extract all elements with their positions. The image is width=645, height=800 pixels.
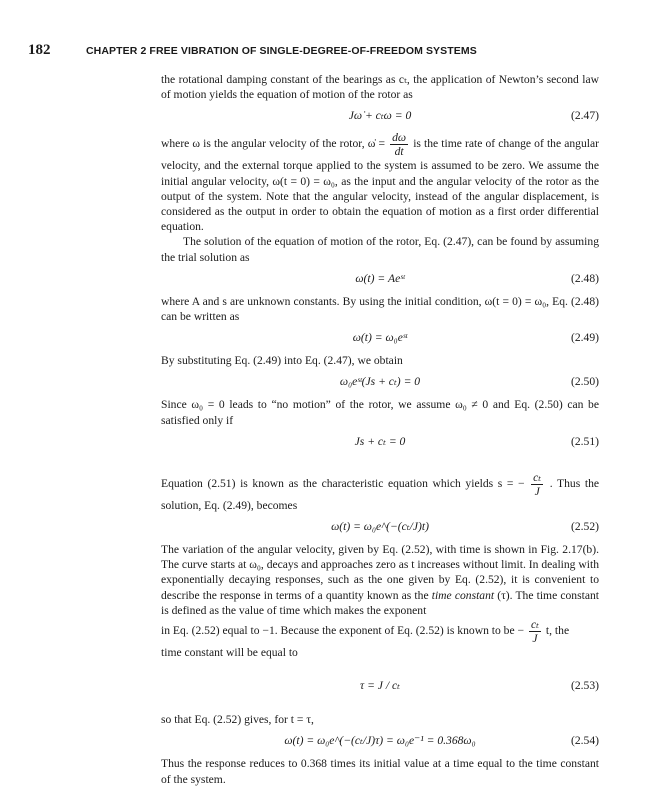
equation-2-51 <box>161 432 599 453</box>
equation-formula: ω₀eˢᵗ(Js + cₜ) = 0 <box>339 375 421 389</box>
paragraph: so that Eq. (2.52) gives, for t = τ, <box>161 713 314 727</box>
running-head: CHAPTER 2 FREE VIBRATION OF SINGLE-DEGREE-OF-FREEDOM SYSTEMS <box>86 45 477 57</box>
text-run: in Eq. (2.52) equal to −1. Because the exponent of Eq. (2.52) is known to be − <box>161 624 525 638</box>
equation-2-54 <box>161 731 599 752</box>
equation-formula: τ = J / cₜ <box>360 679 400 693</box>
fraction-ct-over-j <box>531 471 543 498</box>
equation-number: (2.51) <box>570 434 599 448</box>
page-header <box>28 42 625 58</box>
paragraph: Since ω₀ = 0 leads to “no motion” of the rotor, we assume ω₀ ≠ 0 and Eq. (2.50) can be satisfied only if <box>161 398 599 427</box>
equation-2-49 <box>161 328 599 349</box>
equation-number: (2.49) <box>570 331 599 345</box>
equation-formula: Js + cₜ = 0 <box>354 434 406 448</box>
fraction-numerator: dω <box>392 131 407 145</box>
paragraph: the rotational damping constant of the bearings as cₜ, the application of Newton’s second law of motion yields the equation of motion of the rotor as <box>161 73 599 102</box>
paragraph: By substituting Eq. (2.49) into Eq. (2.47), we obtain <box>161 354 403 368</box>
paragraph: where A and s are unknown constants. By using the initial condition, ω(t = 0) = ω₀, Eq. (2.48) can be written as <box>161 294 599 324</box>
text-run: is the time rate of change of the angular velocity, and the external torque applied to the system is assumed to be zero. We assume the initial angular velocity, ω(t = 0) = ω₀, as the input and the angular velocity of the rotor as the output of the system. Note that the angular velocity, instead of the angular displacement, is considered as the output in order to obtain the equation of motion as a first order differential equation. <box>161 137 599 234</box>
fraction-denominator: J <box>534 484 540 498</box>
paragraph: time constant will be equal to <box>161 646 298 660</box>
text-run: . Thus the solution, Eq. (2.49), becomes <box>161 477 600 512</box>
fraction-numerator: cₜ <box>533 470 542 484</box>
equation-number: (2.54) <box>570 734 599 748</box>
text-run: The variation of the angular velocity, given by Eq. (2.52), with time is shown in Fig. 2.17(b). The curve starts at ω₀, decays and approaches zero as t increases without limit. In dealing with exponentially decaying responses, such as the one given by Eq. (2.52), it is convenient to describe the response in terms of a quantity known as the <box>161 543 599 602</box>
fraction-domega-dt <box>390 131 408 158</box>
equation-number: (2.48) <box>570 271 599 285</box>
paragraph <box>161 542 599 618</box>
equation-number: (2.52) <box>570 520 599 534</box>
fraction-ct-over-j <box>529 618 541 645</box>
fraction-denominator: dt <box>394 145 404 159</box>
equation-formula: Jω̇ + cₜω = 0 <box>348 109 412 123</box>
paragraph: The solution of the equation of motion of the rotor, Eq. (2.47), can be found by assuming the trial solution as <box>161 235 599 264</box>
fraction-numerator: cₜ <box>530 618 539 632</box>
paragraph <box>161 618 599 645</box>
equation-2-48 <box>161 269 599 290</box>
paragraph <box>161 471 599 513</box>
paragraph <box>161 131 599 234</box>
page-number: 182 <box>28 42 51 58</box>
equation-2-47 <box>161 106 599 127</box>
equation-2-52 <box>161 517 599 538</box>
emphasis-term: time constant <box>431 588 495 602</box>
page-body <box>161 72 599 787</box>
equation-formula: ω(t) = ω₀eˢᵗ <box>352 331 408 345</box>
fraction-denominator: J <box>532 632 538 646</box>
equation-formula: ω(t) = Aeˢᵗ <box>355 271 405 285</box>
text-run: t, the <box>545 624 570 638</box>
text-run: (τ). The time constant is defined as the value of time which makes the exponent <box>161 588 599 617</box>
paragraph: Thus the response reduces to 0.368 times its initial value at a time equal to the time constant of the system. <box>161 757 599 786</box>
equation-number: (2.50) <box>570 375 599 389</box>
equation-number: (2.47) <box>570 109 599 123</box>
text-run: Equation (2.51) is known as the characteristic equation which yields s = − <box>161 477 525 490</box>
equation-2-50 <box>161 372 599 393</box>
equation-number: (2.53) <box>570 679 599 693</box>
equation-formula: ω(t) = ω₀e^(−(cₜ/J)τ) = ω₀e⁻¹ = 0.368ω₀ <box>284 734 476 748</box>
equation-2-53 <box>161 664 599 708</box>
equation-formula: ω(t) = ω₀e^(−(cₜ/J)t) <box>331 520 429 534</box>
text-run: where ω is the angular velocity of the rotor, ω̇ = <box>161 137 385 151</box>
spacer <box>161 457 599 471</box>
